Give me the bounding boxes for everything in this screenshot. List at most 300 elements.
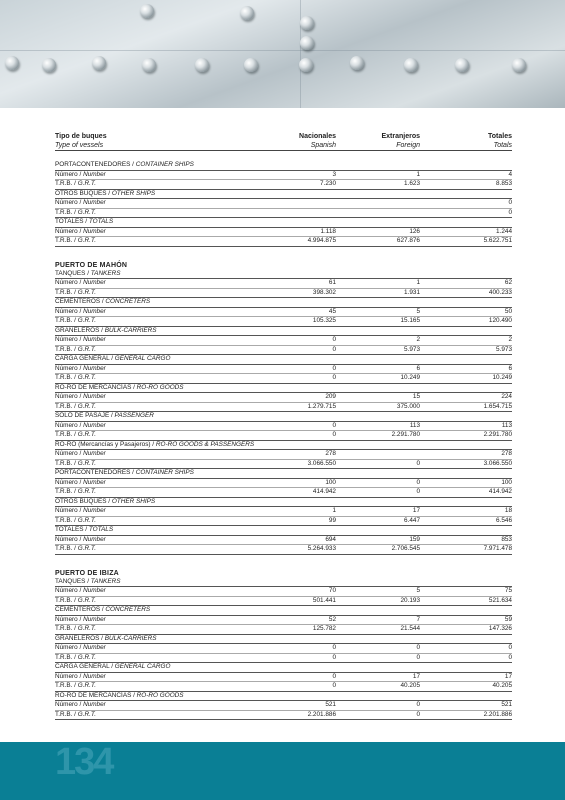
row-label-en: G.R.T. bbox=[77, 516, 96, 524]
value-nacionales: 501.441 bbox=[270, 596, 336, 606]
value-nacionales: 100 bbox=[270, 478, 336, 488]
value-nacionales: 414.942 bbox=[270, 488, 336, 498]
category-label bbox=[55, 270, 512, 279]
rivet bbox=[240, 6, 254, 20]
row-label-en: Number bbox=[83, 507, 106, 514]
value-extranjeros: 0 bbox=[336, 459, 420, 469]
category-row bbox=[55, 270, 512, 279]
value-totales: 113 bbox=[420, 421, 512, 431]
number-row bbox=[55, 450, 512, 460]
row-label-en: G.R.T. bbox=[77, 488, 96, 495]
category-label bbox=[55, 606, 512, 616]
value-nacionales bbox=[270, 208, 336, 218]
value-extranjeros: 2.706.545 bbox=[336, 545, 420, 555]
category-label-es: RO-RO DE MERCANCÍAS / bbox=[55, 691, 137, 699]
category-label-en: CONCRETERS bbox=[105, 298, 151, 305]
grt-row-label bbox=[55, 625, 270, 635]
grt-row-label bbox=[55, 288, 270, 298]
row-label-es: Número / bbox=[55, 199, 84, 206]
rivet bbox=[195, 58, 209, 72]
port-title-row bbox=[55, 257, 512, 270]
spacer-row bbox=[55, 151, 512, 162]
value-extranjeros: 7 bbox=[336, 615, 420, 625]
value-extranjeros bbox=[336, 450, 420, 460]
value-extranjeros: 1.623 bbox=[336, 180, 420, 190]
number-row bbox=[55, 507, 512, 517]
category-label-en: TOTALS bbox=[88, 218, 114, 225]
grt-row-label bbox=[55, 374, 270, 384]
rivet bbox=[455, 58, 469, 72]
grt-row bbox=[55, 682, 512, 692]
category-label bbox=[55, 634, 512, 644]
row-label-es: Número / bbox=[55, 535, 84, 543]
row-label-es: T.R.B. / bbox=[55, 288, 78, 296]
category-label-en: GENERAL CARGO bbox=[114, 355, 171, 362]
category-row bbox=[55, 326, 512, 336]
category-label bbox=[55, 526, 512, 536]
header-spanish: Spanish bbox=[270, 141, 336, 151]
grt-row bbox=[55, 596, 512, 606]
value-totales: 6.546 bbox=[420, 516, 512, 526]
row-label-es: Número / bbox=[55, 279, 84, 286]
category-label bbox=[55, 218, 512, 228]
value-extranjeros: 20.193 bbox=[336, 596, 420, 606]
row-label-es: T.R.B. / bbox=[55, 516, 78, 524]
grt-row bbox=[55, 180, 512, 190]
header-foreign: Foreign bbox=[336, 141, 420, 151]
value-extranjeros bbox=[336, 199, 420, 209]
category-row bbox=[55, 298, 512, 308]
category-label-en: RO-RO GOODS bbox=[136, 383, 184, 391]
row-label-en: G.R.T. bbox=[77, 431, 96, 438]
category-label-es: RO-RO (Mercancías y Pasajeros) / bbox=[55, 440, 156, 448]
grt-row bbox=[55, 653, 512, 663]
value-extranjeros: 10.249 bbox=[336, 374, 420, 384]
value-extranjeros: 15.165 bbox=[336, 317, 420, 327]
grt-row bbox=[55, 710, 512, 720]
row-label-es: T.R.B. / bbox=[55, 374, 78, 381]
value-nacionales: 4.994.875 bbox=[270, 237, 336, 247]
number-row-label bbox=[55, 701, 270, 711]
category-row bbox=[55, 663, 512, 673]
number-row-label bbox=[55, 199, 270, 209]
value-extranjeros: 2.291.780 bbox=[336, 431, 420, 441]
category-label-es: RO-RO DE MERCANCÍAS / bbox=[55, 383, 137, 391]
value-totales: 100 bbox=[420, 478, 512, 488]
value-extranjeros: 1 bbox=[336, 279, 420, 289]
row-label-en: G.R.T. bbox=[77, 237, 96, 244]
row-label-en: Number bbox=[83, 307, 106, 315]
category-label bbox=[55, 298, 512, 308]
row-label-en: Number bbox=[83, 672, 106, 680]
category-row bbox=[55, 634, 512, 644]
value-extranjeros: 21.544 bbox=[336, 625, 420, 635]
category-row bbox=[55, 218, 512, 228]
grt-row-label bbox=[55, 516, 270, 526]
row-label-es: Número / bbox=[55, 170, 84, 178]
category-label-en: CONTAINER SHIPS bbox=[135, 161, 194, 168]
value-nacionales: 398.302 bbox=[270, 288, 336, 298]
grt-row-label bbox=[55, 596, 270, 606]
category-label-en: RO-RO GOODS bbox=[136, 691, 184, 699]
grt-row bbox=[55, 317, 512, 327]
row-label-es: Número / bbox=[55, 364, 84, 372]
row-label-en: G.R.T. bbox=[77, 180, 96, 187]
category-label-es: SÓLO DE PASAJE / bbox=[55, 412, 115, 419]
row-label-en: G.R.T. bbox=[77, 402, 96, 410]
number-row-label bbox=[55, 672, 270, 682]
category-label-es: OTROS BUQUES / bbox=[55, 189, 112, 197]
row-label-es: Número / bbox=[55, 615, 84, 623]
row-label-es: T.R.B. / bbox=[55, 488, 78, 495]
grt-row bbox=[55, 402, 512, 412]
rivet bbox=[299, 58, 313, 72]
value-nacionales: 0 bbox=[270, 672, 336, 682]
category-label-es: PORTACONTENEDORES / bbox=[55, 469, 136, 476]
value-nacionales: 0 bbox=[270, 653, 336, 663]
row-label-es: Número / bbox=[55, 507, 84, 514]
row-label-es: Número / bbox=[55, 478, 84, 486]
value-totales: 50 bbox=[420, 307, 512, 317]
category-label-en: OTHER SHIPS bbox=[111, 189, 156, 197]
row-label-en: G.R.T. bbox=[77, 317, 96, 324]
row-label-en: Number bbox=[83, 364, 106, 372]
number-row bbox=[55, 701, 512, 711]
value-extranjeros: 0 bbox=[336, 653, 420, 663]
category-label bbox=[55, 189, 512, 199]
grt-row-label bbox=[55, 488, 270, 498]
grt-row bbox=[55, 237, 512, 247]
number-row-label bbox=[55, 507, 270, 517]
row-label-es: T.R.B. / bbox=[55, 625, 78, 632]
value-nacionales: 0 bbox=[270, 345, 336, 355]
value-extranjeros: 0 bbox=[336, 644, 420, 654]
value-extranjeros: 5 bbox=[336, 587, 420, 597]
category-label-en: RO-RO GOODS & PASSENGERS bbox=[155, 440, 255, 448]
row-label-en: G.R.T. bbox=[77, 288, 96, 296]
grt-row bbox=[55, 488, 512, 498]
rivet bbox=[300, 36, 314, 50]
grt-row-label bbox=[55, 653, 270, 663]
grt-row-label bbox=[55, 710, 270, 720]
category-label bbox=[55, 663, 512, 673]
category-label-es: TANQUES / bbox=[55, 577, 91, 585]
value-totales: 120.490 bbox=[420, 317, 512, 327]
value-totales: 278 bbox=[420, 450, 512, 460]
page-number: 134 bbox=[55, 741, 113, 783]
value-totales: 0 bbox=[420, 644, 512, 654]
number-row bbox=[55, 364, 512, 374]
row-label-en: Number bbox=[83, 450, 106, 457]
grt-row-label bbox=[55, 345, 270, 355]
spacer-cell bbox=[55, 151, 270, 162]
value-extranjeros: 159 bbox=[336, 535, 420, 545]
grt-row-label bbox=[55, 431, 270, 441]
category-label bbox=[55, 578, 512, 587]
grt-row-label bbox=[55, 545, 270, 555]
category-label bbox=[55, 161, 512, 170]
row-label-en: Number bbox=[83, 393, 106, 400]
value-totales: 0 bbox=[420, 208, 512, 218]
number-row-label bbox=[55, 364, 270, 374]
value-nacionales: 45 bbox=[270, 307, 336, 317]
number-row bbox=[55, 170, 512, 180]
category-label-es: CARGA GENERAL / bbox=[55, 663, 115, 670]
row-label-es: Número / bbox=[55, 701, 84, 708]
category-row bbox=[55, 189, 512, 199]
value-totales: 147.326 bbox=[420, 625, 512, 635]
value-extranjeros: 17 bbox=[336, 507, 420, 517]
number-row bbox=[55, 279, 512, 289]
value-totales: 1.654.715 bbox=[420, 402, 512, 412]
category-label-en: TANKERS bbox=[90, 269, 121, 277]
value-extranjeros: 126 bbox=[336, 227, 420, 237]
row-label-es: Número / bbox=[55, 421, 84, 429]
grt-row-label bbox=[55, 208, 270, 218]
grt-row bbox=[55, 345, 512, 355]
category-label-en: BULK-CARRIERS bbox=[104, 326, 157, 334]
category-row bbox=[55, 412, 512, 422]
value-totales: 59 bbox=[420, 615, 512, 625]
header-totals: Totals bbox=[420, 141, 512, 151]
value-totales: 521.634 bbox=[420, 596, 512, 606]
rivet bbox=[244, 58, 258, 72]
number-row bbox=[55, 535, 512, 545]
grt-row bbox=[55, 288, 512, 298]
value-extranjeros: 375.000 bbox=[336, 402, 420, 412]
grt-row-label bbox=[55, 180, 270, 190]
value-extranjeros: 627.876 bbox=[336, 237, 420, 247]
number-row bbox=[55, 393, 512, 403]
value-extranjeros: 0 bbox=[336, 488, 420, 498]
value-nacionales: 5.264.933 bbox=[270, 545, 336, 555]
vessel-table bbox=[55, 132, 512, 720]
row-label-en: G.R.T. bbox=[77, 545, 96, 552]
row-label-en: Number bbox=[83, 644, 106, 651]
number-row bbox=[55, 336, 512, 346]
number-row-label bbox=[55, 478, 270, 488]
rivet bbox=[140, 4, 154, 18]
row-label-es: T.R.B. / bbox=[55, 345, 78, 353]
plate-seam-horizontal bbox=[0, 50, 565, 51]
value-extranjeros: 113 bbox=[336, 421, 420, 431]
number-row-label bbox=[55, 615, 270, 625]
category-label-es: PORTACONTENEDORES / bbox=[55, 161, 136, 168]
value-totales: 8.853 bbox=[420, 180, 512, 190]
value-nacionales: 125.782 bbox=[270, 625, 336, 635]
category-label-es: CEMENTEROS / bbox=[55, 298, 106, 305]
row-label-en: G.R.T. bbox=[77, 374, 96, 381]
category-row bbox=[55, 469, 512, 479]
row-label-es: T.R.B. / bbox=[55, 431, 78, 438]
number-row bbox=[55, 587, 512, 597]
category-label-en: GENERAL CARGO bbox=[114, 663, 171, 670]
row-label-es: T.R.B. / bbox=[55, 596, 78, 604]
value-totales: 2 bbox=[420, 336, 512, 346]
row-label-en: G.R.T. bbox=[77, 208, 96, 216]
row-label-en: Number bbox=[83, 336, 106, 343]
value-nacionales: 99 bbox=[270, 516, 336, 526]
number-row bbox=[55, 615, 512, 625]
rivet bbox=[512, 58, 526, 72]
value-extranjeros bbox=[336, 208, 420, 218]
grt-row bbox=[55, 208, 512, 218]
number-row-label bbox=[55, 227, 270, 237]
rivet bbox=[92, 56, 106, 70]
value-extranjeros: 2 bbox=[336, 336, 420, 346]
grt-row-label bbox=[55, 317, 270, 327]
value-extranjeros: 40.205 bbox=[336, 682, 420, 692]
number-row-label bbox=[55, 421, 270, 431]
value-nacionales: 0 bbox=[270, 644, 336, 654]
row-label-en: G.R.T. bbox=[77, 710, 96, 718]
value-nacionales: 694 bbox=[270, 535, 336, 545]
header-banner-image bbox=[0, 0, 565, 108]
number-row bbox=[55, 307, 512, 317]
row-label-en: Number bbox=[83, 535, 106, 543]
row-label-es: Número / bbox=[55, 644, 84, 651]
value-extranjeros: 1 bbox=[336, 170, 420, 180]
row-label-en: Number bbox=[83, 279, 106, 286]
value-totales: 2.291.780 bbox=[420, 431, 512, 441]
row-label-es: T.R.B. / bbox=[55, 402, 78, 410]
category-label bbox=[55, 326, 512, 336]
grt-row-label bbox=[55, 402, 270, 412]
rivet bbox=[404, 58, 418, 72]
category-label-es: TANQUES / bbox=[55, 269, 91, 277]
spacer-row bbox=[55, 246, 512, 257]
header-row-en bbox=[55, 141, 512, 151]
value-totales: 40.205 bbox=[420, 682, 512, 692]
value-extranjeros: 1.931 bbox=[336, 288, 420, 298]
category-label-en: CONCRETERS bbox=[105, 606, 151, 613]
row-label-es: Número / bbox=[55, 227, 84, 235]
value-nacionales: 2.201.886 bbox=[270, 710, 336, 720]
number-row-label bbox=[55, 170, 270, 180]
header-type-en: Type of vessels bbox=[55, 141, 270, 151]
grt-row bbox=[55, 431, 512, 441]
value-totales: 853 bbox=[420, 535, 512, 545]
rivet bbox=[300, 16, 314, 30]
row-label-es: T.R.B. / bbox=[55, 180, 78, 187]
value-totales: 4 bbox=[420, 170, 512, 180]
row-label-es: Número / bbox=[55, 307, 84, 315]
category-label-en: PASSENGER bbox=[114, 412, 154, 419]
value-totales: 224 bbox=[420, 393, 512, 403]
value-totales: 2.201.886 bbox=[420, 710, 512, 720]
number-row-label bbox=[55, 279, 270, 289]
value-totales: 521 bbox=[420, 701, 512, 711]
category-row bbox=[55, 606, 512, 616]
category-label-es: TOTALES / bbox=[55, 218, 89, 225]
grt-row-label bbox=[55, 237, 270, 247]
row-label-es: T.R.B. / bbox=[55, 682, 78, 689]
value-totales: 414.942 bbox=[420, 488, 512, 498]
value-extranjeros: 6 bbox=[336, 364, 420, 374]
row-label-en: G.R.T. bbox=[77, 682, 96, 689]
number-row bbox=[55, 672, 512, 682]
header-extranjeros: Extranjeros bbox=[381, 133, 420, 140]
value-extranjeros: 5.973 bbox=[336, 345, 420, 355]
value-extranjeros: 0 bbox=[336, 478, 420, 488]
row-label-es: Número / bbox=[55, 672, 84, 680]
row-label-es: Número / bbox=[55, 393, 84, 400]
grt-row bbox=[55, 516, 512, 526]
row-label-en: G.R.T. bbox=[77, 596, 96, 604]
row-label-en: Number bbox=[83, 478, 106, 486]
number-row bbox=[55, 199, 512, 209]
value-totales: 6 bbox=[420, 364, 512, 374]
header-row-es bbox=[55, 132, 512, 141]
value-nacionales: 278 bbox=[270, 450, 336, 460]
number-row bbox=[55, 644, 512, 654]
row-label-es: T.R.B. / bbox=[55, 237, 78, 244]
row-label-en: Number bbox=[83, 421, 106, 429]
value-nacionales: 0 bbox=[270, 421, 336, 431]
value-extranjeros: 5 bbox=[336, 307, 420, 317]
number-row-label bbox=[55, 644, 270, 654]
category-row bbox=[55, 355, 512, 365]
value-totales: 0 bbox=[420, 199, 512, 209]
category-label-es: OTROS BUQUES / bbox=[55, 497, 112, 505]
row-label-en: G.R.T. bbox=[77, 653, 96, 661]
number-row-label bbox=[55, 587, 270, 597]
value-totales: 400.233 bbox=[420, 288, 512, 298]
spacer-cell bbox=[55, 246, 270, 257]
category-label-en: TANKERS bbox=[90, 577, 121, 585]
value-nacionales: 70 bbox=[270, 587, 336, 597]
value-totales: 10.249 bbox=[420, 374, 512, 384]
value-totales: 7.971.478 bbox=[420, 545, 512, 555]
row-label-es: T.R.B. / bbox=[55, 545, 78, 552]
row-label-es: Número / bbox=[55, 587, 84, 594]
header-totales: Totales bbox=[488, 133, 512, 140]
value-nacionales: 3.066.550 bbox=[270, 459, 336, 469]
number-row-label bbox=[55, 450, 270, 460]
port-title: PUERTO DE MAHÓN bbox=[55, 261, 128, 269]
grt-row bbox=[55, 374, 512, 384]
value-extranjeros: 6.447 bbox=[336, 516, 420, 526]
row-label-es: T.R.B. / bbox=[55, 317, 78, 324]
value-nacionales: 0 bbox=[270, 336, 336, 346]
rivet bbox=[5, 56, 19, 70]
value-extranjeros: 0 bbox=[336, 710, 420, 720]
category-label-en: BULK-CARRIERS bbox=[104, 634, 157, 642]
plate-seam-vertical bbox=[300, 0, 301, 108]
value-nacionales: 105.325 bbox=[270, 317, 336, 327]
row-label-en: Number bbox=[83, 587, 106, 594]
value-nacionales: 521 bbox=[270, 701, 336, 711]
value-nacionales: 0 bbox=[270, 431, 336, 441]
rivet bbox=[350, 56, 364, 70]
category-label-es: CEMENTEROS / bbox=[55, 606, 106, 613]
value-totales: 0 bbox=[420, 653, 512, 663]
grt-row bbox=[55, 545, 512, 555]
category-row bbox=[55, 383, 512, 393]
port-title: PUERTO DE IBIZA bbox=[55, 569, 119, 577]
category-label bbox=[55, 469, 512, 479]
number-row bbox=[55, 421, 512, 431]
grt-row bbox=[55, 625, 512, 635]
value-nacionales: 1.118 bbox=[270, 227, 336, 237]
value-totales: 62 bbox=[420, 279, 512, 289]
spacer-cell bbox=[55, 554, 270, 565]
category-label-es: TOTALES / bbox=[55, 526, 89, 533]
vessel-statistics bbox=[55, 132, 512, 720]
row-label-en: Number bbox=[83, 199, 106, 206]
value-nacionales: 61 bbox=[270, 279, 336, 289]
category-label-es: GRANELEROS / bbox=[55, 634, 105, 642]
